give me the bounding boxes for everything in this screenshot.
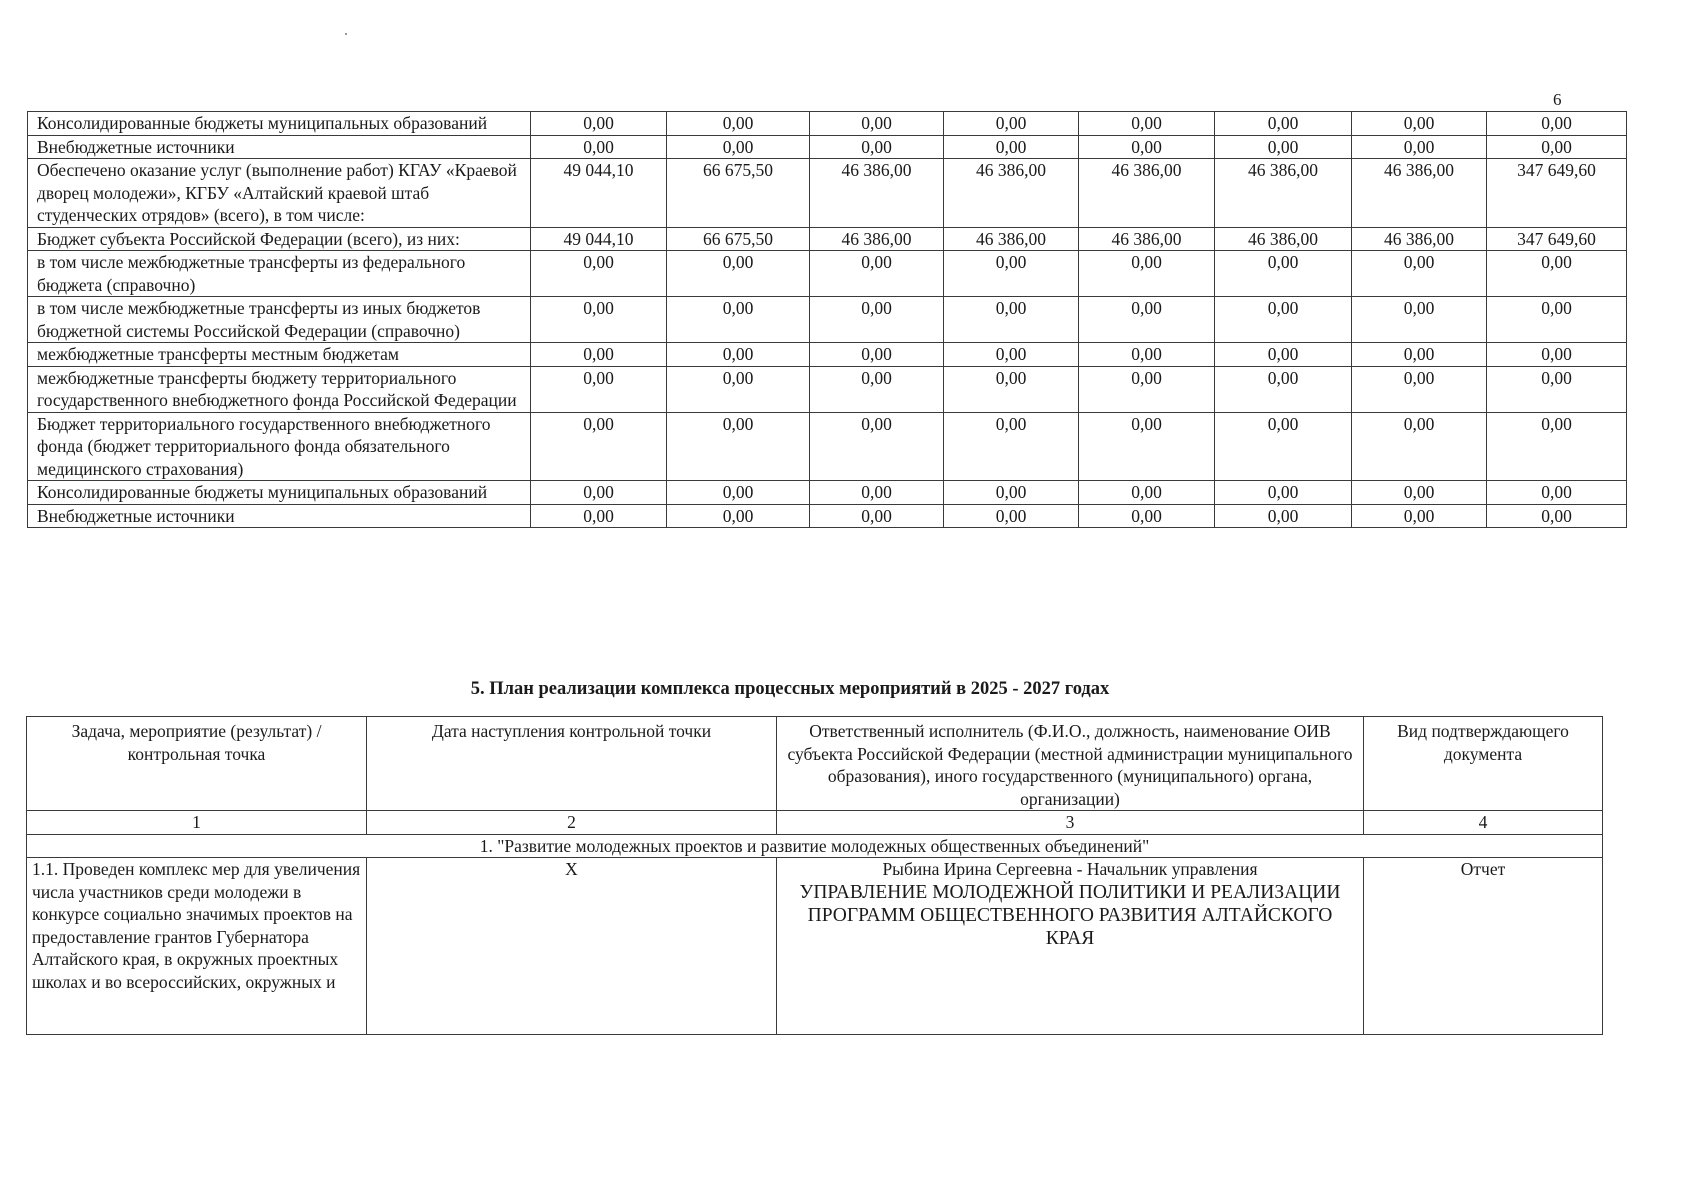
finance-value: 66 675,50: [667, 227, 810, 251]
finance-row: [28, 297, 1627, 343]
finance-value: 0,00: [944, 366, 1079, 412]
finance-value: 0,00: [810, 297, 944, 343]
finance-value: 49 044,10: [531, 227, 667, 251]
finance-value: 0,00: [1487, 112, 1627, 136]
finance-row: [28, 135, 1627, 159]
finance-row-label: Бюджет субъекта Российской Федерации (всего), из них:: [28, 227, 531, 251]
header-date: Дата наступления контрольной точки: [367, 717, 777, 811]
column-number: 1: [27, 811, 367, 835]
finance-value: 0,00: [1215, 504, 1352, 528]
column-number: 4: [1364, 811, 1603, 835]
finance-value: 0,00: [1352, 251, 1487, 297]
finance-value: 0,00: [1079, 297, 1215, 343]
finance-value: 0,00: [944, 297, 1079, 343]
finance-value: 49 044,10: [531, 159, 667, 228]
finance-value: 46 386,00: [1352, 227, 1487, 251]
finance-value: 0,00: [1215, 297, 1352, 343]
finance-value: 0,00: [810, 366, 944, 412]
finance-value: 46 386,00: [1079, 227, 1215, 251]
finance-value: 0,00: [1079, 112, 1215, 136]
task-name: 1.1. Проведен комплекс мер для увеличения числа участников среди молодежи в конкурсе социально значимых проектов на предоставление грантов Губернатора Алтайского края, в окружных проектных школах и во всероссийских, окружных и: [27, 858, 367, 1035]
finance-value: 0,00: [1352, 343, 1487, 367]
finance-value: 0,00: [667, 366, 810, 412]
finance-value: 46 386,00: [810, 227, 944, 251]
finance-value: 66 675,50: [667, 159, 810, 228]
finance-value: 0,00: [1487, 504, 1627, 528]
finance-value: 0,00: [1352, 481, 1487, 505]
finance-value: 0,00: [944, 112, 1079, 136]
finance-value: 0,00: [1352, 366, 1487, 412]
finance-value: 46 386,00: [1215, 159, 1352, 228]
finance-row-label: Бюджет территориального государственного внебюджетного фонда (бюджет территориального фонда обязательного медицинского страхования): [28, 412, 531, 481]
group-title: 1. "Развитие молодежных проектов и развитие молодежных общественных объединений": [27, 834, 1603, 858]
finance-value: 0,00: [1487, 343, 1627, 367]
finance-value: 46 386,00: [810, 159, 944, 228]
finance-value: 0,00: [1215, 343, 1352, 367]
header-document: Вид подтверждающего документа: [1364, 717, 1603, 811]
finance-row-label: Внебюджетные источники: [28, 135, 531, 159]
finance-value: 0,00: [1079, 481, 1215, 505]
finance-value: 0,00: [1079, 343, 1215, 367]
finance-value: 0,00: [667, 297, 810, 343]
finance-value: 0,00: [667, 412, 810, 481]
finance-value: 0,00: [810, 343, 944, 367]
finance-value: 0,00: [1215, 135, 1352, 159]
finance-value: 0,00: [810, 251, 944, 297]
task-executor: [777, 858, 1364, 1035]
finance-value: 347 649,60: [1487, 159, 1627, 228]
column-number-row: [27, 811, 1603, 835]
finance-row: [28, 343, 1627, 367]
finance-value: 0,00: [1079, 504, 1215, 528]
finance-value: 0,00: [944, 412, 1079, 481]
task-date: X: [367, 858, 777, 1035]
finance-value: 0,00: [1487, 412, 1627, 481]
finance-value: 0,00: [1352, 412, 1487, 481]
finance-value: 0,00: [531, 343, 667, 367]
finance-value: 46 386,00: [1079, 159, 1215, 228]
finance-value: 0,00: [1352, 297, 1487, 343]
finance-value: 0,00: [1487, 481, 1627, 505]
finance-value: 0,00: [1352, 504, 1487, 528]
section-title: 5. План реализации комплекса процессных мероприятий в 2025 - 2027 годах: [470, 679, 1110, 699]
finance-value: 0,00: [810, 412, 944, 481]
executor-organization: УПРАВЛЕНИЕ МОЛОДЕЖНОЙ ПОЛИТИКИ И РЕАЛИЗАЦИИ ПРОГРАММ ОБЩЕСТВЕННОГО РАЗВИТИЯ АЛТАЙСКОГО КРАЯ: [799, 881, 1341, 949]
finance-value: 0,00: [1215, 412, 1352, 481]
finance-value: 0,00: [531, 135, 667, 159]
finance-value: 0,00: [667, 504, 810, 528]
finance-value: 0,00: [1487, 297, 1627, 343]
finance-value: 0,00: [1215, 112, 1352, 136]
finance-row-label: межбюджетные трансферты местным бюджетам: [28, 343, 531, 367]
finance-value: 46 386,00: [1215, 227, 1352, 251]
finance-row-label: в том числе межбюджетные трансферты из иных бюджетов бюджетной системы Российской Федерации (справочно): [28, 297, 531, 343]
finance-value: 0,00: [667, 481, 810, 505]
finance-row: [28, 227, 1627, 251]
finance-value: 0,00: [810, 504, 944, 528]
finance-value: 46 386,00: [1352, 159, 1487, 228]
task-document: Отчет: [1364, 858, 1603, 1035]
executor-person: Рыбина Ирина Сергеевна - Начальник управления: [882, 859, 1258, 879]
finance-row-label: Обеспечено оказание услуг (выполнение работ) КГАУ «Краевой дворец молодежи», КГБУ «Алтайский краевой штаб студенческих отрядов» (всего), в том числе:: [28, 159, 531, 228]
finance-row-label: межбюджетные трансферты бюджету территориального государственного внебюджетного фонда Российской Федерации: [28, 366, 531, 412]
finance-table-body: [28, 112, 1627, 528]
scan-speck: [345, 33, 347, 35]
plan-table: [26, 716, 1603, 1035]
finance-value: 0,00: [667, 251, 810, 297]
finance-row: [28, 504, 1627, 528]
finance-value: 0,00: [1487, 366, 1627, 412]
finance-value: 0,00: [1487, 135, 1627, 159]
finance-value: 46 386,00: [944, 159, 1079, 228]
finance-value: 0,00: [531, 112, 667, 136]
finance-value: 0,00: [1079, 251, 1215, 297]
finance-value: 0,00: [531, 366, 667, 412]
finance-value: 0,00: [531, 504, 667, 528]
finance-value: 0,00: [944, 343, 1079, 367]
finance-row-label: в том числе межбюджетные трансферты из федерального бюджета (справочно): [28, 251, 531, 297]
finance-value: 0,00: [810, 112, 944, 136]
header-task: Задача, мероприятие (результат) / контрольная точка: [27, 717, 367, 811]
finance-value: 0,00: [531, 412, 667, 481]
finance-value: 0,00: [810, 135, 944, 159]
finance-value: 0,00: [1215, 251, 1352, 297]
column-number: 3: [777, 811, 1364, 835]
finance-value: 0,00: [944, 481, 1079, 505]
finance-value: 0,00: [944, 251, 1079, 297]
finance-row-label: Консолидированные бюджеты муниципальных образований: [28, 112, 531, 136]
finance-row: [28, 481, 1627, 505]
finance-row-label: Внебюджетные источники: [28, 504, 531, 528]
finance-value: 0,00: [667, 112, 810, 136]
finance-value: 347 649,60: [1487, 227, 1627, 251]
finance-value: 0,00: [667, 343, 810, 367]
finance-value: 0,00: [944, 135, 1079, 159]
column-number: 2: [367, 811, 777, 835]
page-number: 6: [1553, 90, 1562, 109]
finance-value: 46 386,00: [944, 227, 1079, 251]
finance-row-label: Консолидированные бюджеты муниципальных образований: [28, 481, 531, 505]
finance-value: 0,00: [1079, 366, 1215, 412]
finance-value: 0,00: [1079, 135, 1215, 159]
finance-value: 0,00: [531, 481, 667, 505]
task-row: [27, 858, 1603, 1035]
finance-value: 0,00: [944, 504, 1079, 528]
group-row: [27, 834, 1603, 858]
plan-header-row: [27, 717, 1603, 811]
finance-row: [28, 366, 1627, 412]
finance-row: [28, 412, 1627, 481]
finance-table: [27, 111, 1627, 528]
finance-value: 0,00: [1079, 412, 1215, 481]
finance-value: 0,00: [1352, 135, 1487, 159]
finance-value: 0,00: [810, 481, 944, 505]
header-executor: Ответственный исполнитель (Ф.И.О., должность, наименование ОИВ субъекта Российской Федерации (местной администрации муниципального образования), иного государственного (муниципального) органа, организации): [777, 717, 1364, 811]
finance-value: 0,00: [1487, 251, 1627, 297]
finance-row: [28, 159, 1627, 228]
finance-value: 0,00: [1215, 366, 1352, 412]
finance-row: [28, 112, 1627, 136]
finance-value: 0,00: [667, 135, 810, 159]
finance-row: [28, 251, 1627, 297]
finance-value: 0,00: [531, 297, 667, 343]
finance-value: 0,00: [1352, 112, 1487, 136]
finance-value: 0,00: [1215, 481, 1352, 505]
finance-value: 0,00: [531, 251, 667, 297]
